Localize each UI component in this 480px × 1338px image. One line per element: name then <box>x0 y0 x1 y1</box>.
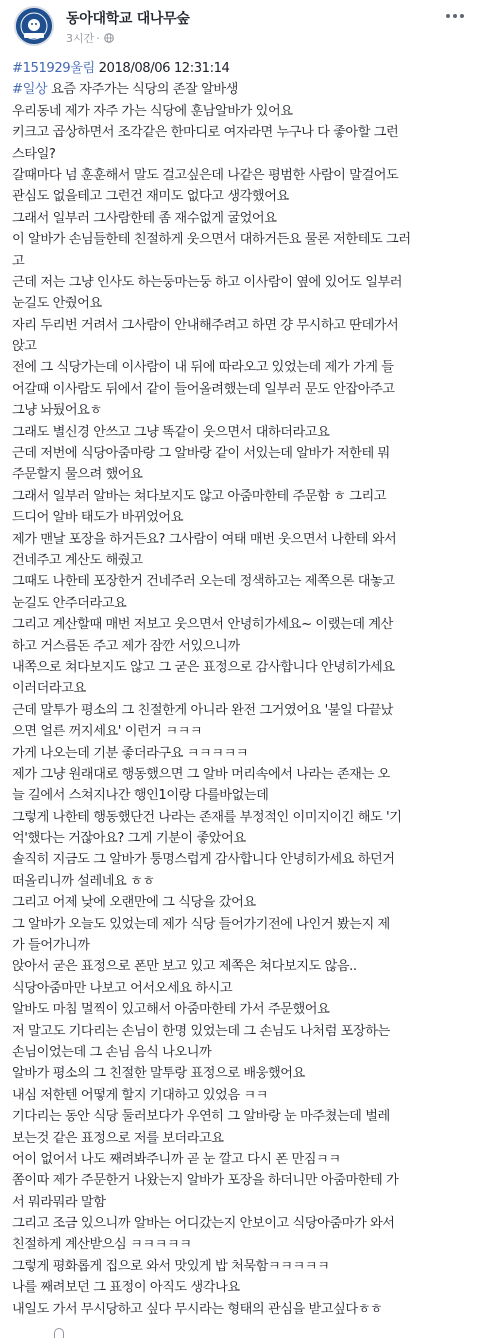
post-text-line: 알바가 평소의 그 친절한 말투랑 표정으로 배웅했어요 <box>12 1066 305 1082</box>
post-text <box>12 101 474 1320</box>
post-text-line: 그렇게 나한테 행동했단건 나라는 존재를 부정적인 이미지이긴 해도 '기 <box>12 809 402 825</box>
globe-icon <box>104 33 114 43</box>
post-footer <box>0 1326 480 1338</box>
post-text-line: 갈때마다 넘 훈훈해서 말도 걸고싶은데 나같은 평범한 사람이 말걸어도 <box>12 167 399 183</box>
post-text-line: 억'했다는 거잖아요? 그게 기분이 좋았어요 <box>12 831 246 847</box>
post-text-line: 눈길도 안줬어요 <box>12 296 102 312</box>
post-text-line: 키크고 곱상하면서 조각같은 한마디로 여자라면 누구나 다 좋아할 그런 <box>12 125 399 141</box>
post-text-line: 나를 째려보던 그 표정이 아직도 생각나요 <box>12 1280 240 1296</box>
page-avatar[interactable] <box>14 6 54 46</box>
more-options-icon <box>446 14 450 18</box>
post-text-line: 그때도 나한테 포장한거 건네주러 오는데 정색하고는 제쪽으론 대놓고 <box>12 574 395 590</box>
post-text-line: 늘 길에서 스쳐지나간 행인1이랑 다를바없는데 <box>12 788 269 804</box>
post-text-line: 내심 저한텐 어떻게 할지 기대하고 있었음 ㅋㅋ <box>12 1087 268 1103</box>
post-text-line: 이러더라고요 <box>12 681 86 697</box>
post-meta <box>66 30 114 46</box>
more-options-dot <box>460 14 464 18</box>
post-text-line: 식당아줌마만 나보고 어서오세요 하시고 <box>12 980 233 996</box>
post-id-hashtag[interactable]: #151929울림 <box>12 61 95 76</box>
post-text-line: 떠올리니까 설레네요 ㅎㅎ <box>12 873 155 889</box>
post-text-line: 알바도 마침 멀찍이 있고해서 아줌마한테 가서 주문했어요 <box>12 1002 330 1018</box>
post-text-line: 근데 말투가 평소의 그 친절한게 아니라 완전 그거였어요 '불일 다끝났 <box>12 702 393 718</box>
post-text-line: 어갈때 이사람도 뒤에서 같이 들어올려했는데 일부러 문도 안잡아주고 <box>12 381 395 397</box>
post-text-line: 그냥 놔뒀어요ㅎ <box>12 403 102 419</box>
meta-separator: · <box>96 31 100 45</box>
post-text-line: 쫌이따 제가 주문한거 나왔는지 알바가 포장을 하더니만 아줌마한테 가 <box>12 1173 399 1189</box>
post-text-line: 보는것 같은 표정으로 저를 보더라고요 <box>12 1130 224 1146</box>
post-text-line: 고 <box>12 253 25 269</box>
post-text-line: 건네주고 계산도 해줬고 <box>12 552 143 568</box>
post-text-line: 앉고 <box>12 339 37 355</box>
post-text-line: 그렇게 평화롭게 집으로 와서 맛있게 밥 처묵함ㅋㅋㅋㅋㅋ <box>12 1258 330 1274</box>
post-text-line: 스타일? <box>12 146 56 162</box>
post-id-line <box>12 58 474 79</box>
post-body <box>12 58 474 1320</box>
bamboo-forest-logo-icon <box>16 8 52 44</box>
post-text-line: 서 뭐라뭐라 말함 <box>12 1194 106 1210</box>
page-name[interactable]: 동아대학교 대나무숲 <box>66 11 190 27</box>
post-text-line: 친절하게 계산받으심 ㅋㅋㅋㅋㅋ <box>12 1237 192 1253</box>
post-text-line: 그래서 일부러 그사람한테 좀 재수없게 굴었어요 <box>12 210 277 226</box>
post-text-line: 저 말고도 기다리는 손님이 한명 있었는데 그 손님도 나처럼 포장하는 <box>12 1023 390 1039</box>
post-text-line: 어이 없어서 나도 째려봐주니까 곧 눈 깔고 다시 폰 만짐ㅋㅋ <box>12 1151 341 1167</box>
post-text-line: 그리고 조금 있으니까 알바는 어디갔는지 안보이고 식당아줌마가 와서 <box>12 1216 395 1232</box>
post-text-line: 으면 얼른 꺼지세요' 이런거 ㅋㅋㅋ <box>12 724 203 740</box>
post-text-line: 우리동네 제가 자주 가는 식당에 훈남알바가 있어요 <box>12 103 293 119</box>
post-text-line: 드디어 알바 태도가 바뀌었어요 <box>12 510 183 526</box>
post-text-line: 근데 저번에 식당아줌마랑 그 알바랑 같이 서있는데 알바가 저한테 뭐 <box>12 446 390 462</box>
post-title: 요즘 자주가는 식당의 존잘 알바생 <box>50 82 238 98</box>
post-text-line: 눈길도 안주더라고요 <box>12 595 127 611</box>
like-icon[interactable] <box>54 1328 64 1338</box>
post-text-line: 손님이었는데 그 손님 음식 나오니까 <box>12 1044 212 1060</box>
post-text-line: 이 알바가 손님들한테 친절하게 웃으면서 대하거든요 물론 저한테도 그러 <box>12 232 411 248</box>
post-text-line: 가 들어가니까 <box>12 938 90 954</box>
post-header <box>0 0 480 56</box>
post-datetime: 2018/08/06 12:31:14 <box>98 61 230 76</box>
post-text-line: 주문할지 물으려 했어요 <box>12 467 143 483</box>
category-hashtag[interactable]: #일상 <box>12 82 48 98</box>
post-text-line: 제가 맨날 포장을 하거든요? 그사람이 여태 매번 웃으면서 나한테 와서 <box>12 531 397 547</box>
post-text-line: 가게 나오는데 기분 좋더라구요 ㅋㅋㅋㅋㅋ <box>12 745 249 761</box>
post-text-line: 그래서 일부러 알바는 쳐다보지도 않고 아줌마한테 주문함 ㅎ 그리고 <box>12 488 387 504</box>
post-text-line: 근데 저는 그냥 인사도 하는둥마는둥 하고 이사람이 옆에 있어도 일부러 <box>12 274 403 290</box>
post-text-line: 하고 거스름돈 주고 제가 잠깐 서있으니까 <box>12 638 240 654</box>
post-text-line: 내쪽으로 쳐다보지도 않고 그 굳은 표정으로 감사합니다 안녕히가세요 <box>12 659 395 675</box>
post-text-line: 그 알바가 오늘도 있었는데 제가 식당 들어가기전에 나인거 봤는지 제 <box>12 916 390 932</box>
more-options-dot <box>453 14 457 18</box>
post-text-line: 전에 그 식당가는데 이사람이 내 뒤에 따라오고 있었는데 제가 가게 들 <box>12 360 394 376</box>
post-text-line: 그리고 계산할때 매번 저보고 웃으면서 안녕히가세요~ 이랬는데 계산 <box>12 617 393 633</box>
post-text-line: 자리 두리번 거려서 그사람이 안내해주려고 하면 걍 무시하고 딴데가서 <box>12 317 399 333</box>
post-text-line: 그리고 어제 낮에 오랜만에 그 식당을 갔어요 <box>12 895 256 911</box>
post-text-line: 솔직히 지금도 그 알바가 퉁명스럽게 감사합니다 안녕히가세요 하던거 <box>12 852 395 868</box>
post-text-line: 관심도 없을테고 그런건 재미도 없다고 생각했어요 <box>12 189 289 205</box>
post-text-line: 내일도 가서 무시당하고 싶다 무시라는 형태의 관심을 받고싶다ㅎㅎ <box>12 1301 383 1317</box>
more-options-button[interactable] <box>440 6 470 26</box>
post-title-line <box>12 79 474 100</box>
post-text-line: 그래도 별신경 안쓰고 그냥 똑같이 웃으면서 대하더라고요 <box>12 424 330 440</box>
post-text-line: 기다리는 동안 식당 둘러보다가 우연히 그 알바랑 눈 마주쳤는데 벌레 <box>12 1109 390 1125</box>
post-text-line: 제가 그냥 원래대로 행동했으면 그 알바 머리속에서 나라는 존재는 오 <box>12 766 390 782</box>
post-text-line: 앉아서 굳은 표정으로 폰만 보고 있고 제쪽은 쳐다보지도 않음.. <box>12 959 357 975</box>
post-time[interactable]: 3시간 <box>66 32 95 45</box>
